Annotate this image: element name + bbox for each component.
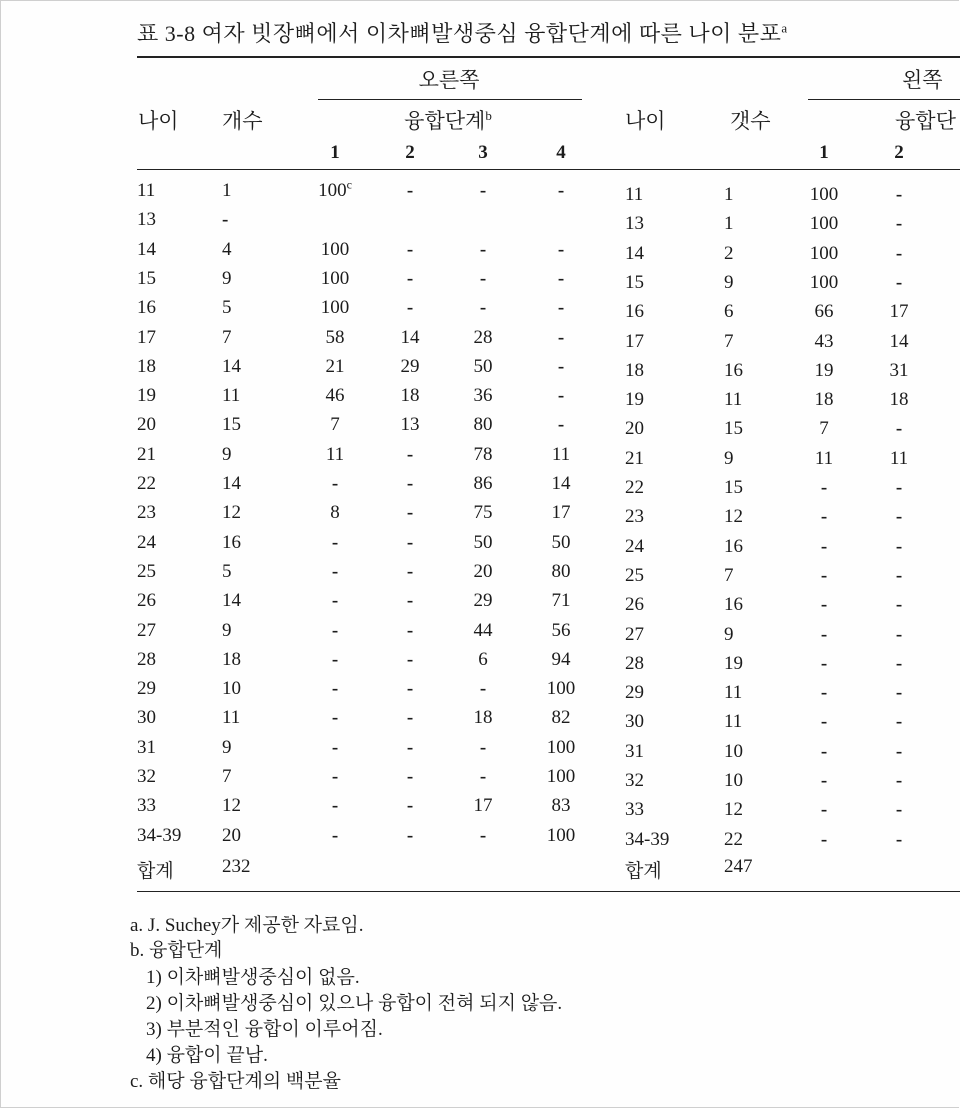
right-stage-header: 융합단계$^b$ bbox=[404, 108, 492, 133]
left-cell: 24 bbox=[625, 535, 644, 557]
right-cell: 21 bbox=[325, 355, 345, 377]
right-cell: - bbox=[331, 766, 339, 787]
right-cell: - bbox=[406, 180, 414, 201]
right-cell: - bbox=[406, 707, 414, 729]
footnote-c: c. 해당 융합단계의 백분율 bbox=[130, 1071, 341, 1092]
right-cell: 11 bbox=[325, 443, 345, 465]
left-cell: - bbox=[895, 506, 903, 528]
right-cell: - bbox=[479, 736, 487, 758]
right-cell: - bbox=[331, 824, 339, 846]
right-cell: - bbox=[406, 619, 414, 641]
right-age-header: 나이 bbox=[138, 109, 179, 133]
left-cell: 11 bbox=[724, 711, 743, 733]
right-cell: 83 bbox=[551, 795, 571, 817]
right-stage-col-3: 3 bbox=[478, 142, 488, 163]
right-cell: 18 bbox=[222, 648, 241, 670]
right-cell: 58 bbox=[325, 326, 345, 348]
right-cell: 18 bbox=[137, 355, 156, 377]
left-cell: 11 bbox=[724, 682, 743, 704]
left-cell: 1 bbox=[724, 213, 734, 235]
right-side-rule bbox=[318, 99, 582, 100]
left-cell: 33 bbox=[625, 799, 644, 821]
left-cell: 66 bbox=[814, 301, 834, 323]
right-cell: - bbox=[406, 736, 414, 758]
left-cell: - bbox=[895, 623, 903, 645]
left-cell: - bbox=[820, 711, 828, 733]
left-cell: 10 bbox=[724, 740, 743, 762]
left-cell: 7 bbox=[819, 418, 829, 440]
right-cell: 27 bbox=[137, 619, 156, 641]
right-cell: - bbox=[479, 766, 487, 787]
right-cell: 19 bbox=[137, 385, 156, 407]
right-cell: - bbox=[406, 678, 414, 700]
right-cell: - bbox=[331, 795, 339, 817]
left-cell: 7 bbox=[724, 330, 734, 352]
footnote-b-3: 3) 부분적인 융합이 이루어짐. bbox=[146, 1019, 383, 1040]
left-cell: 100 bbox=[809, 271, 839, 293]
right-cell: 29 bbox=[137, 678, 156, 700]
left-cell: 11 bbox=[724, 389, 743, 411]
right-cell: 10 bbox=[222, 678, 241, 700]
right-cell: 80 bbox=[551, 560, 571, 582]
left-cell: 26 bbox=[625, 594, 644, 616]
left-cell: 18 bbox=[625, 359, 644, 381]
left-cell: - bbox=[820, 682, 828, 704]
right-cell: 33 bbox=[137, 795, 156, 817]
right-cell: 9 bbox=[222, 736, 232, 758]
footnote-a: a. J. Suchey가 제공한 자료임. bbox=[130, 915, 364, 936]
left-cell: - bbox=[895, 418, 903, 440]
left-cell: - bbox=[820, 799, 828, 821]
right-cell: 29 bbox=[400, 355, 420, 377]
right-cell: 합계 bbox=[137, 860, 174, 882]
left-cell: - bbox=[895, 740, 903, 762]
left-cell: 21 bbox=[625, 447, 644, 469]
left-stage-col-2: 2 bbox=[894, 142, 904, 163]
left-cell: 16 bbox=[724, 594, 743, 616]
right-cell: 46 bbox=[325, 385, 345, 407]
right-cell: 25 bbox=[137, 560, 156, 582]
right-cell: 17 bbox=[137, 326, 156, 348]
left-cell: 합계 bbox=[625, 860, 662, 882]
right-cell: 44 bbox=[473, 619, 493, 641]
right-cell: - bbox=[406, 267, 414, 289]
left-cell: 43 bbox=[814, 330, 834, 352]
right-cell: - bbox=[406, 824, 414, 846]
left-cell: - bbox=[820, 535, 828, 557]
left-stage-header: 융합단 bbox=[895, 109, 956, 133]
table-top-rule bbox=[137, 56, 960, 58]
left-cell: 31 bbox=[889, 359, 909, 381]
left-count-header: 갯수 bbox=[730, 109, 771, 133]
left-cell: - bbox=[895, 682, 903, 704]
left-cell: 17 bbox=[889, 301, 909, 323]
right-cell: 7 bbox=[330, 414, 340, 436]
right-cell: 9 bbox=[222, 443, 232, 465]
right-cell: 20 bbox=[222, 824, 241, 846]
left-cell: - bbox=[820, 828, 828, 850]
right-cell: - bbox=[331, 736, 339, 758]
header-bottom-rule bbox=[137, 169, 960, 170]
left-cell: 32 bbox=[625, 770, 644, 791]
left-cell: - bbox=[895, 828, 903, 850]
right-cell: 100 bbox=[546, 678, 576, 700]
right-stage-col-2: 2 bbox=[405, 142, 415, 163]
right-cell: - bbox=[557, 180, 565, 201]
left-cell: - bbox=[820, 477, 828, 498]
right-cell: 5 bbox=[222, 560, 232, 582]
left-stage-col-1: 1 bbox=[819, 142, 829, 163]
left-cell: - bbox=[895, 477, 903, 498]
right-cell: 9 bbox=[222, 619, 232, 641]
right-cell: 56 bbox=[551, 619, 571, 641]
left-cell: 11 bbox=[625, 184, 644, 205]
right-cell: 31 bbox=[137, 736, 156, 758]
right-cell: 16 bbox=[137, 297, 156, 319]
right-cell: - bbox=[479, 678, 487, 700]
left-cell: - bbox=[895, 535, 903, 557]
footnote-b-4: 4) 융합이 끝남. bbox=[146, 1045, 268, 1066]
left-cell: 11 bbox=[814, 447, 834, 469]
left-cell: 31 bbox=[625, 740, 644, 762]
left-cell: 11 bbox=[889, 447, 909, 469]
right-cell: - bbox=[406, 560, 414, 582]
right-cell: - bbox=[479, 238, 487, 260]
right-cell: 12 bbox=[222, 795, 241, 817]
left-cell: - bbox=[895, 770, 903, 791]
right-cell: 71 bbox=[551, 590, 571, 612]
right-cell: 94 bbox=[551, 648, 571, 670]
right-cell: 18 bbox=[400, 385, 420, 407]
right-cell: - bbox=[331, 648, 339, 670]
right-cell: - bbox=[479, 267, 487, 289]
right-cell: 80 bbox=[473, 414, 493, 436]
left-cell: 18 bbox=[889, 389, 909, 411]
right-side-header: 오른쪽 bbox=[418, 68, 480, 92]
right-cell: 13 bbox=[137, 209, 156, 231]
right-cell: 36 bbox=[473, 385, 493, 407]
right-cell: 14 bbox=[222, 590, 241, 612]
right-cell: 100 bbox=[320, 297, 350, 319]
right-stage-col-4: 4 bbox=[556, 142, 566, 163]
left-cell: - bbox=[895, 799, 903, 821]
right-cell: - bbox=[406, 795, 414, 817]
right-cell: 24 bbox=[137, 531, 156, 553]
left-cell: - bbox=[820, 506, 828, 528]
right-cell: 34-39 bbox=[137, 824, 182, 846]
right-cell: - bbox=[406, 473, 414, 494]
right-cell: 12 bbox=[222, 502, 241, 524]
right-cell: 100 bbox=[320, 238, 350, 260]
left-cell: 100 bbox=[809, 184, 839, 205]
left-cell: - bbox=[895, 213, 903, 235]
right-stage-col-1: 1 bbox=[330, 142, 340, 163]
left-cell: - bbox=[820, 652, 828, 674]
right-cell: 100 bbox=[320, 267, 350, 289]
left-cell: 23 bbox=[625, 506, 644, 528]
right-cell: 21 bbox=[137, 443, 156, 465]
left-age-header: 나이 bbox=[625, 109, 666, 133]
right-cell: 14 bbox=[137, 238, 156, 260]
left-cell: 9 bbox=[724, 623, 734, 645]
right-cell: 50 bbox=[551, 531, 571, 553]
right-cell: 20 bbox=[137, 414, 156, 436]
right-cell: 82 bbox=[551, 707, 571, 729]
right-cell: 22 bbox=[137, 473, 156, 494]
left-cell: 9 bbox=[724, 271, 734, 293]
right-cell: 30 bbox=[137, 707, 156, 729]
left-cell: 16 bbox=[625, 301, 644, 323]
right-cell: 50 bbox=[473, 355, 493, 377]
right-cell: 50 bbox=[473, 531, 493, 553]
right-cell: - bbox=[331, 590, 339, 612]
left-cell: 29 bbox=[625, 682, 644, 704]
left-cell: 27 bbox=[625, 623, 644, 645]
right-cell: 15 bbox=[222, 414, 241, 436]
right-cell: 14 bbox=[222, 473, 241, 494]
right-cell: 8 bbox=[330, 502, 340, 524]
right-cell: 29 bbox=[473, 590, 493, 612]
left-cell: 12 bbox=[724, 506, 743, 528]
right-cell: 100 bbox=[546, 736, 576, 758]
right-cell: - bbox=[557, 414, 565, 436]
right-cell: - bbox=[222, 209, 229, 231]
left-cell: 10 bbox=[724, 770, 743, 791]
right-cell: 28 bbox=[473, 326, 493, 348]
footnote-b-2: 2) 이차뼈발생중심이 있으나 융합이 전혀 되지 않음. bbox=[146, 993, 563, 1014]
right-cell: 11 bbox=[137, 180, 156, 201]
left-cell: 34-39 bbox=[625, 828, 670, 850]
footnote-b-1: 1) 이차뼈발생중심이 없음. bbox=[146, 967, 360, 988]
right-cell: - bbox=[406, 238, 414, 260]
right-cell: 23 bbox=[137, 502, 156, 524]
right-cell: - bbox=[557, 355, 565, 377]
left-cell: 14 bbox=[889, 330, 909, 352]
right-cell: 86 bbox=[473, 473, 493, 494]
left-cell: 6 bbox=[724, 301, 734, 323]
left-cell: 16 bbox=[724, 535, 743, 557]
left-cell: - bbox=[820, 594, 828, 616]
right-cell: 26 bbox=[137, 590, 156, 612]
right-cell: 11 bbox=[222, 707, 241, 729]
table-title: 표 3-8 여자 빗장뼈에서 이차뼈발생중심 융합단계에 따른 나이 분포$^a$ bbox=[137, 20, 788, 46]
left-cell: - bbox=[895, 564, 903, 586]
right-cell: - bbox=[479, 297, 487, 319]
right-cell: 1 bbox=[222, 180, 232, 201]
right-cell: 78 bbox=[473, 443, 493, 465]
left-cell: 30 bbox=[625, 711, 644, 733]
right-cell: 32 bbox=[137, 766, 156, 787]
left-cell: 7 bbox=[724, 564, 734, 586]
right-cell: - bbox=[406, 502, 414, 524]
right-cell: - bbox=[406, 590, 414, 612]
right-cell: 75 bbox=[473, 502, 493, 524]
right-cell: - bbox=[331, 678, 339, 700]
right-cell: - bbox=[331, 707, 339, 729]
right-cell: - bbox=[406, 443, 414, 465]
left-cell: - bbox=[895, 652, 903, 674]
left-cell: - bbox=[895, 711, 903, 733]
right-cell: 11 bbox=[551, 443, 571, 465]
right-cell: 14 bbox=[400, 326, 420, 348]
right-cell: 232 bbox=[222, 855, 251, 877]
right-count-header: 개수 bbox=[222, 109, 263, 133]
right-cell: 15 bbox=[137, 267, 156, 289]
left-cell: 28 bbox=[625, 652, 644, 674]
left-cell: - bbox=[895, 184, 903, 205]
left-cell: 15 bbox=[724, 477, 743, 498]
right-cell: 100 bbox=[546, 824, 576, 846]
right-cell: 9 bbox=[222, 267, 232, 289]
right-cell: - bbox=[331, 560, 339, 582]
left-cell: 15 bbox=[724, 418, 743, 440]
left-cell: 100 bbox=[809, 242, 839, 264]
right-cell: 100 bbox=[546, 766, 576, 787]
left-cell: 2 bbox=[724, 242, 734, 264]
right-cell: - bbox=[557, 297, 565, 319]
right-cell: - bbox=[479, 824, 487, 846]
left-cell: 13 bbox=[625, 213, 644, 235]
right-cell: - bbox=[557, 267, 565, 289]
left-cell: 22 bbox=[724, 828, 743, 850]
left-cell: 19 bbox=[724, 652, 743, 674]
right-cell: - bbox=[479, 180, 487, 201]
right-cell: 6 bbox=[478, 648, 488, 670]
right-cell: - bbox=[406, 297, 414, 319]
left-cell: - bbox=[820, 740, 828, 762]
right-cell: 17 bbox=[473, 795, 493, 817]
right-cell: - bbox=[557, 385, 565, 407]
right-cell: 7 bbox=[222, 326, 232, 348]
left-side-rule bbox=[808, 99, 960, 100]
left-cell: 247 bbox=[724, 855, 753, 877]
right-cell: 17 bbox=[551, 502, 571, 524]
table-bottom-rule bbox=[137, 891, 960, 892]
left-cell: 12 bbox=[724, 799, 743, 821]
right-cell: 16 bbox=[222, 531, 241, 553]
left-cell: 14 bbox=[625, 242, 644, 264]
right-cell: - bbox=[406, 648, 414, 670]
footnote-b: b. 융합단계 bbox=[130, 940, 223, 961]
right-cell: - bbox=[331, 619, 339, 641]
right-cell: - bbox=[557, 326, 565, 348]
right-cell: 28 bbox=[137, 648, 156, 670]
right-cell: 11 bbox=[222, 385, 241, 407]
left-cell: 22 bbox=[625, 477, 644, 498]
right-cell: - bbox=[406, 766, 414, 787]
left-cell: 25 bbox=[625, 564, 644, 586]
left-cell: 100 bbox=[809, 213, 839, 235]
left-cell: - bbox=[820, 770, 828, 791]
right-cell: 13 bbox=[400, 414, 420, 436]
right-cell: 4 bbox=[222, 238, 232, 260]
right-cell: - bbox=[331, 473, 339, 494]
left-cell: - bbox=[820, 564, 828, 586]
left-cell: 19 bbox=[625, 389, 644, 411]
right-cell: 14 bbox=[551, 473, 571, 494]
left-cell: - bbox=[820, 623, 828, 645]
right-cell: 18 bbox=[473, 707, 493, 729]
left-cell: 9 bbox=[724, 447, 734, 469]
left-cell: 1 bbox=[724, 184, 734, 205]
left-cell: 16 bbox=[724, 359, 743, 381]
right-cell: 14 bbox=[222, 355, 241, 377]
right-cell: 20 bbox=[473, 560, 493, 582]
left-side-header: 왼쪽 bbox=[902, 68, 943, 92]
left-cell: 20 bbox=[625, 418, 644, 440]
right-cell: 100$^c$ bbox=[318, 177, 352, 201]
left-cell: - bbox=[895, 271, 903, 293]
right-cell: - bbox=[557, 238, 565, 260]
left-cell: - bbox=[895, 242, 903, 264]
left-cell: 18 bbox=[814, 389, 834, 411]
left-cell: 17 bbox=[625, 330, 644, 352]
left-cell: 15 bbox=[625, 271, 644, 293]
right-cell: - bbox=[331, 531, 339, 553]
title-footnote-marker: a bbox=[781, 20, 788, 36]
right-cell: - bbox=[406, 531, 414, 553]
left-cell: 19 bbox=[814, 359, 834, 381]
right-cell: 7 bbox=[222, 766, 232, 787]
right-cell: 5 bbox=[222, 297, 232, 319]
left-cell: - bbox=[895, 594, 903, 616]
